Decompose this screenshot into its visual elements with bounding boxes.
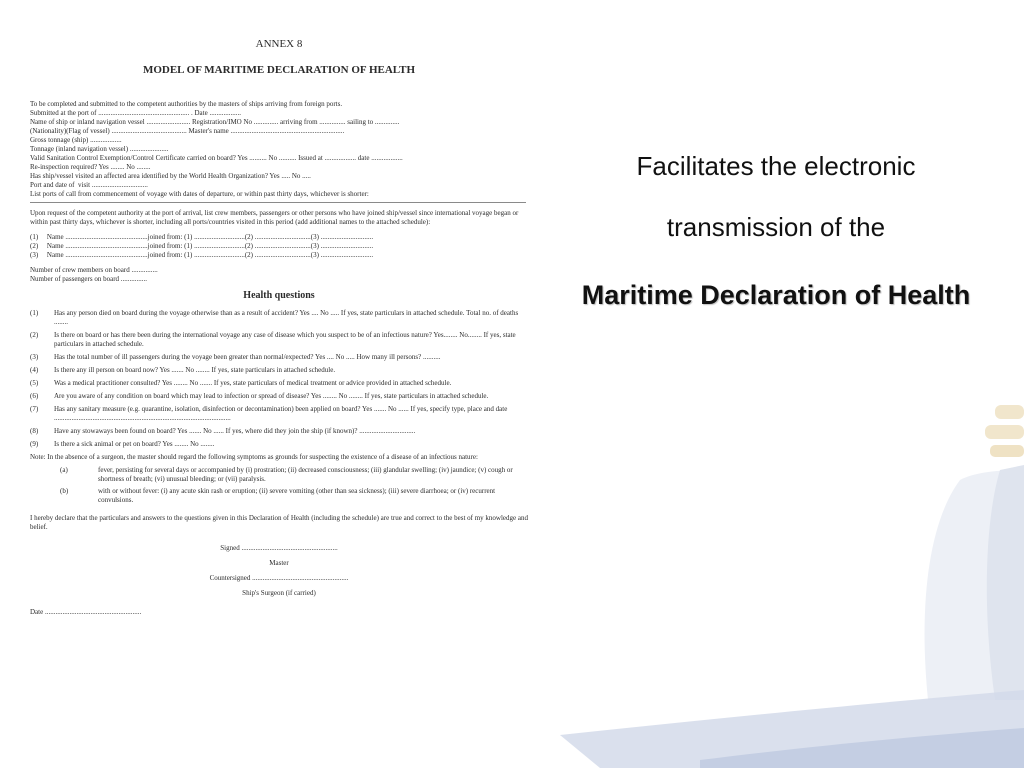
question-text: Is there a sick animal or pet on board? Yes ........ No ........ <box>54 440 215 448</box>
signed-line: Signed ....................................................... <box>220 544 338 552</box>
heading-line-2: transmission of the <box>666 212 886 242</box>
question-number: (8) <box>30 427 39 435</box>
intro-line: To be completed and submitted to the competent authorities by the masters of ships arriving from foreign ports. <box>30 100 343 108</box>
intro-line: Gross tonnage (ship) .................. <box>30 136 122 144</box>
note: Note: In the absence of a surgeon, the master should regard the following symptoms as grounds for suspecting the existence of a disease of an infectious nature: <box>30 453 478 461</box>
question-number: (6) <box>30 392 39 400</box>
question-text: Is there on board or has there been during the international voyage any case of disease which you suspect to be of an infectious nature? Yes........ No........ If yes, state particulars in attached schedule. <box>54 331 516 348</box>
question-number: (5) <box>30 379 39 387</box>
crew-line: (1) Name ...............................................joined from: (1) .............................(2) ................................(3) .............................. <box>30 233 374 241</box>
question-item <box>30 392 528 401</box>
divider <box>30 202 526 203</box>
question-text: Are you aware of any condition on board which may lead to infection or spread of disease? Yes ........ No ........ If yes, state particulars in attached schedule. <box>54 392 489 400</box>
symptom-letter: (b) <box>60 487 69 495</box>
date-line: Date ....................................................... <box>30 608 142 616</box>
question-item <box>30 353 528 362</box>
symptom-text: with or without fever: (i) any acute skin rash or eruption; (ii) severe vomiting (other than sea sickness); (iii) severe diarrhoea; or (iv) recurrent convulsions. <box>98 487 496 504</box>
symptom-item <box>30 487 528 505</box>
health-declaration-form <box>30 38 528 617</box>
health-questions-heading: Health questions <box>243 290 315 301</box>
annex-label: ANNEX 8 <box>255 38 303 50</box>
crew-line: (2) Name ...............................................joined from: (1) .............................(2) ................................(3) .............................. <box>30 242 374 250</box>
declaration-statement: I hereby declare that the particulars and answers to the questions given in this Declaration of Health (including the schedule) are true and correct to the best of my knowledge and belief. <box>30 514 528 531</box>
question-item <box>30 366 528 375</box>
question-text: Has any sanitary measure (e.g. quarantine, isolation, disinfection or decontamination) been applied on board? Yes ....... No ...... If yes, specify type, place and date ..................................................................................................... <box>54 405 508 422</box>
intro-line: Submitted at the port of .................................................... . Date .................. <box>30 109 241 117</box>
intro-line: Name of ship or inland navigation vessel ......................... Registration/IMO No .............. arriving from ............... sailing to .............. <box>30 118 400 126</box>
question-item <box>30 331 528 349</box>
crew-line: (3) Name ...............................................joined from: (1) .............................(2) ................................(3) .............................. <box>30 251 374 259</box>
question-number: (3) <box>30 353 39 361</box>
crew-request: Upon request of the competent authority at the port of arrival, list crew members, passengers or other persons who have joined ship/vessel since international voyage began or within past thirty days, whichever is shorter, including all ports/countries visited in this period (add additional names to the attached schedule): <box>30 209 519 226</box>
question-item <box>30 379 528 388</box>
question-item <box>30 405 528 423</box>
questions-list <box>30 309 528 449</box>
intro-line: Has ship/vessel visited an affected area identified by the World Health Organization? Yes ..... No ..... <box>30 172 311 180</box>
question-number: (9) <box>30 440 39 448</box>
intro-line: Port and date of visit ................................ <box>30 181 148 189</box>
question-text: Was a medical practitioner consulted? Yes ........ No ....... If yes, state particulars of medical treatment or advice provided in attached schedule. <box>54 379 452 387</box>
intro-line: List ports of call from commencement of voyage with dates of departure, or within past thirty days, whichever is shorter: <box>30 190 369 198</box>
question-text: Has the total number of ill passengers during the voyage been greater than normal/expected? Yes .... No ..... How many ill persons? .......... <box>54 353 441 361</box>
symptom-letter: (a) <box>60 466 68 474</box>
intro-line: Re-inspection required? Yes ........ No ........ <box>30 163 151 171</box>
symptom-item <box>30 466 528 484</box>
surgeon-label: Ship's Surgeon (if carried) <box>242 589 316 597</box>
question-number: (1) <box>30 309 39 317</box>
question-text: Is there any ill person on board now? Yes ....... No ........ If yes, state particulars in attached schedule. <box>54 366 336 374</box>
intro-section <box>30 100 528 199</box>
intro-line: (Nationality)(Flag of vessel) ........................................... Master's name ................................................................. <box>30 127 345 135</box>
mast-icon <box>985 405 1024 457</box>
countersigned-line: Countersigned ....................................................... <box>209 574 349 582</box>
crew-count: Number of crew members on board ............... <box>30 266 158 274</box>
question-item <box>30 427 528 436</box>
heading-line-3: Maritime Declaration of Health <box>581 280 971 310</box>
heading-line-1: Facilitates the electronic <box>636 151 916 181</box>
question-text: Have any stowaways been found on board? Yes ....... No ...... If yes, where did they join the ship (if known)? ................................ <box>54 427 416 435</box>
form-title: MODEL OF MARITIME DECLARATION OF HEALTH <box>142 64 416 76</box>
question-item <box>30 440 528 449</box>
question-number: (7) <box>30 405 39 413</box>
symptom-text: fever, persisting for several days or accompanied by (i) prostration; (ii) decreased consciousness; (iii) glandular swelling; (iv) jaundice; (v) cough or shortness of breath; (vi) unusual bleeding; or (vii) paralysis. <box>98 466 513 483</box>
question-item <box>30 309 528 327</box>
intro-line: Tonnage (inland navigation vessel) ...................... <box>30 145 169 153</box>
question-number: (4) <box>30 366 39 374</box>
question-number: (2) <box>30 331 39 339</box>
question-text: Has any person died on board during the voyage otherwise than as a result of accident? Yes .... No ..... If yes, state particulars in attached schedule. Total no. of deaths ........ <box>54 309 519 326</box>
master-label: Master <box>269 559 289 567</box>
passenger-count: Number of passengers on board ............... <box>30 275 148 283</box>
intro-line: Valid Sanitation Control Exemption/Control Certificate carried on board? Yes .......... No .......... Issued at .................. date .................. <box>30 154 403 162</box>
